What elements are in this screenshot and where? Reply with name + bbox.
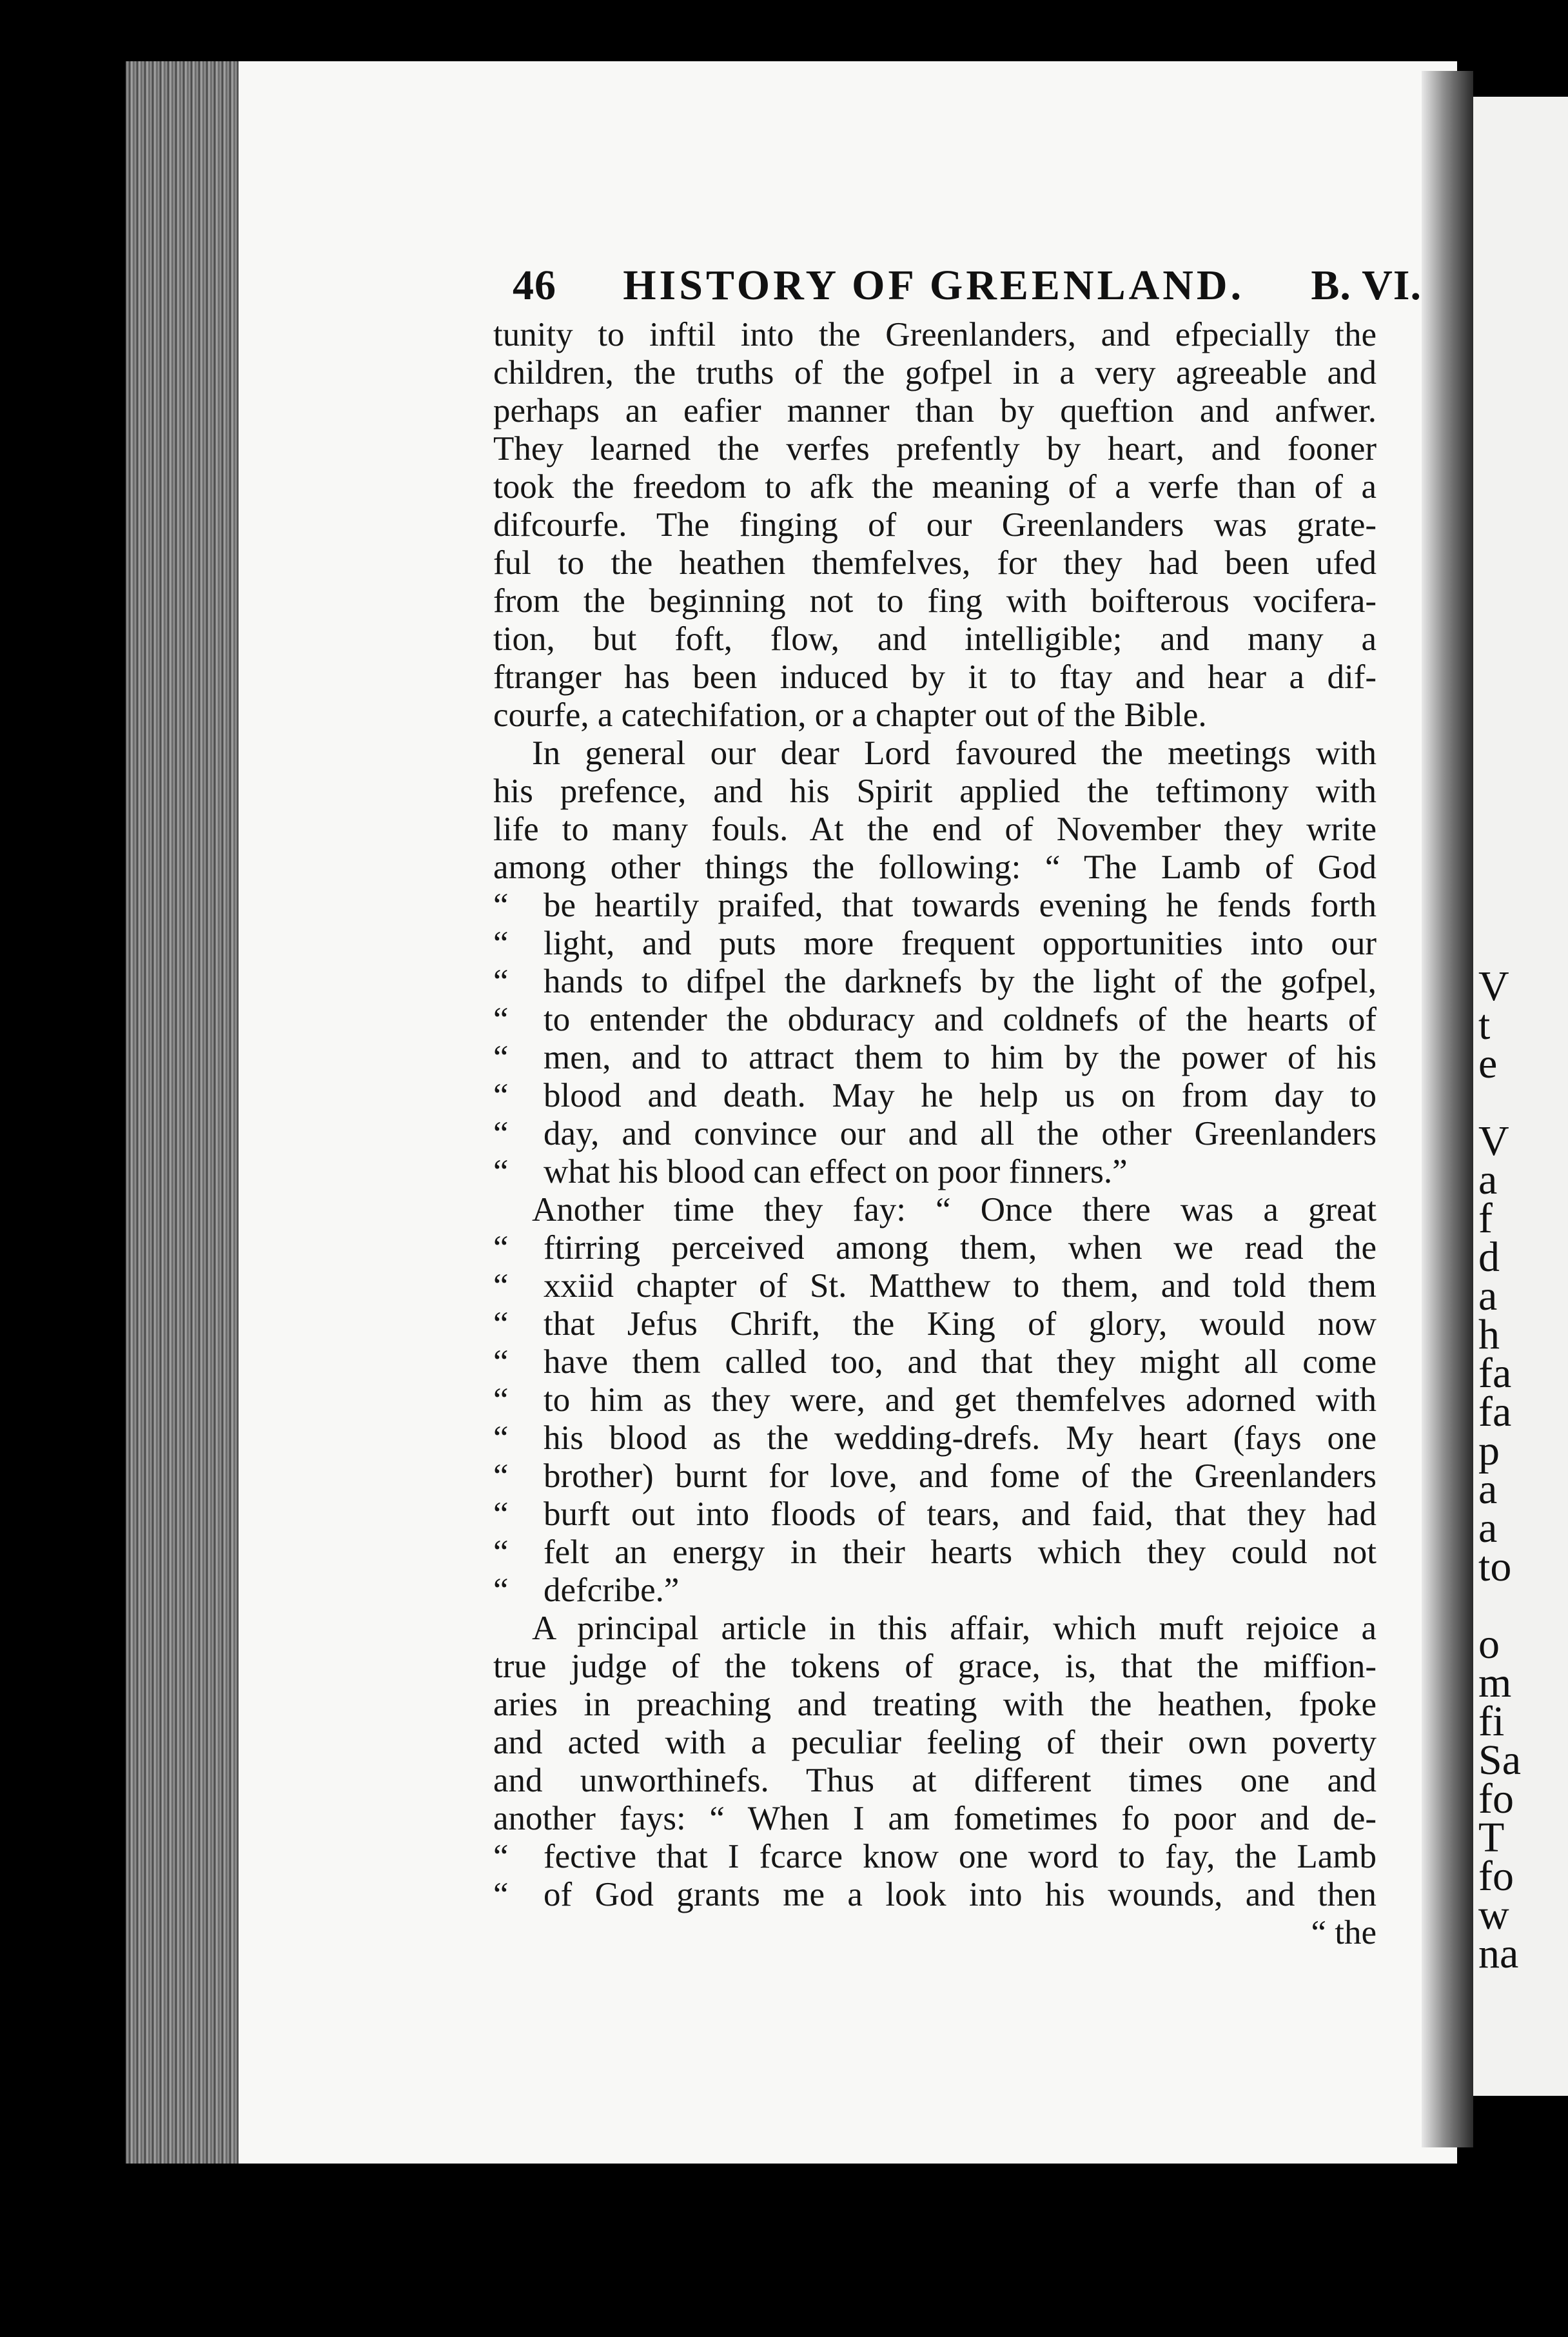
facing-page-fragment bbox=[1478, 1083, 1568, 1122]
text-line bbox=[493, 1039, 1377, 1077]
quote-mark: “ bbox=[493, 1039, 509, 1076]
quote-mark: “ bbox=[493, 1077, 509, 1114]
line-text: felt an energy in their hearts which they could not bbox=[544, 1533, 1377, 1571]
text-line bbox=[493, 430, 1377, 468]
quote-mark: “ bbox=[493, 1533, 509, 1571]
text-line bbox=[493, 696, 1377, 735]
line-text: light, and puts more frequent opportunities into our bbox=[544, 925, 1377, 962]
text-line bbox=[493, 1115, 1377, 1153]
text-line bbox=[493, 1153, 1377, 1191]
text-line bbox=[493, 1610, 1377, 1648]
line-text: to him as they were, and get themfelves adorned with bbox=[544, 1381, 1377, 1419]
line-text: another fays: “ When I am fometimes fo poor and de- bbox=[493, 1800, 1377, 1837]
text-line bbox=[493, 582, 1377, 620]
facing-page-fragment: a bbox=[1478, 1156, 1498, 1203]
facing-page-fragment: to bbox=[1478, 1543, 1512, 1590]
text-line bbox=[493, 620, 1377, 658]
text-line bbox=[493, 1001, 1377, 1039]
quote-mark: “ bbox=[493, 1229, 509, 1267]
quote-mark: “ bbox=[493, 963, 509, 1000]
quote-mark: “ bbox=[493, 1838, 509, 1875]
line-text: be heartily praifed, that towards evening he fends forth bbox=[544, 887, 1377, 924]
text-line bbox=[493, 1495, 1377, 1533]
text-line bbox=[493, 392, 1377, 430]
text-line bbox=[493, 1305, 1377, 1343]
facing-page-fragment: f bbox=[1478, 1195, 1493, 1242]
facing-page-fragment: fi bbox=[1478, 1698, 1505, 1745]
line-text: ftirring perceived among them, when we read the bbox=[544, 1229, 1377, 1267]
line-text: his prefence, and his Spirit applied the teftimony with bbox=[493, 773, 1377, 810]
line-text: burft out into floods of tears, and faid, that they had bbox=[544, 1495, 1377, 1533]
facing-page-fragment: p bbox=[1478, 1427, 1500, 1474]
facing-page-fragment: V bbox=[1478, 1118, 1509, 1165]
text-line bbox=[493, 1267, 1377, 1305]
book-title: HISTORY OF GREENLAND. bbox=[623, 262, 1245, 309]
line-text: of God grants me a look into his wounds, and then bbox=[544, 1876, 1377, 1913]
facing-page-fragment: fa bbox=[1478, 1350, 1512, 1397]
line-text: and acted with a peculiar feeling of their own poverty bbox=[493, 1724, 1377, 1761]
text-line bbox=[493, 1876, 1377, 1914]
text-line bbox=[493, 1533, 1377, 1572]
text-line bbox=[493, 1572, 1377, 1610]
quote-mark: “ bbox=[493, 1457, 509, 1495]
line-text: life to many fouls. At the end of November they write bbox=[493, 811, 1377, 848]
text-line bbox=[493, 1800, 1377, 1838]
facing-page-fragment: e bbox=[1478, 1040, 1498, 1087]
quote-mark: “ bbox=[493, 1001, 509, 1038]
line-text: fective that I fcarce know one word to fay, the Lamb bbox=[544, 1838, 1377, 1875]
line-text: have them called too, and that they might all come bbox=[544, 1343, 1377, 1381]
facing-page-fragment: t bbox=[1478, 1001, 1491, 1049]
text-line bbox=[493, 1762, 1377, 1800]
text-line bbox=[493, 316, 1377, 354]
text-line bbox=[493, 849, 1377, 887]
page-number: 46 bbox=[513, 262, 556, 309]
text-line bbox=[493, 506, 1377, 544]
text-line bbox=[493, 887, 1377, 925]
text-line bbox=[493, 773, 1377, 811]
line-text: day, and convince our and all the other Greenlanders bbox=[544, 1115, 1377, 1152]
line-text: took the freedom to afk the meaning of a verfe than of a bbox=[493, 468, 1377, 506]
text-line bbox=[493, 1229, 1377, 1267]
text-line bbox=[493, 1077, 1377, 1115]
line-text: defcribe.” bbox=[544, 1572, 680, 1609]
facing-page-text bbox=[1478, 963, 1568, 1977]
line-text: men, and to attract them to him by the power of his bbox=[544, 1039, 1377, 1076]
text-line bbox=[493, 811, 1377, 849]
quote-mark: “ bbox=[493, 1381, 509, 1419]
text-line bbox=[493, 544, 1377, 582]
running-head bbox=[513, 261, 1422, 319]
text-line bbox=[493, 963, 1377, 1001]
line-text: They learned the verfes prefently by heart, and fooner bbox=[493, 430, 1377, 468]
line-text: “ the bbox=[1311, 1914, 1377, 1951]
text-line bbox=[493, 735, 1377, 773]
quote-mark: “ bbox=[493, 1153, 509, 1190]
text-line bbox=[493, 1457, 1377, 1495]
quote-mark: “ bbox=[493, 887, 509, 924]
facing-page-fragment: V bbox=[1478, 963, 1509, 1010]
quote-mark: “ bbox=[493, 1343, 509, 1381]
gutter-shadow bbox=[1422, 71, 1473, 2147]
line-text: to entender the obduracy and coldnefs of the hearts of bbox=[544, 1001, 1377, 1038]
line-text: that Jefus Chrift, the King of glory, would now bbox=[544, 1305, 1377, 1343]
line-text: hands to difpel the darknefs by the light of the gofpel, bbox=[544, 963, 1377, 1000]
text-line bbox=[493, 1343, 1377, 1381]
facing-page-fragment: fo bbox=[1478, 1853, 1514, 1900]
facing-page bbox=[1473, 97, 1568, 2096]
quote-mark: “ bbox=[493, 1305, 509, 1343]
line-text: ftranger has been induced by it to ftay and hear a dif- bbox=[493, 658, 1377, 696]
facing-page-fragment: fa bbox=[1478, 1388, 1512, 1435]
line-text: xxiid chapter of St. Matthew to them, and told them bbox=[544, 1267, 1377, 1305]
text-line bbox=[493, 354, 1377, 392]
quote-mark: “ bbox=[493, 1495, 509, 1533]
line-text: among other things the following: “ The Lamb of God bbox=[493, 849, 1377, 886]
line-text: tion, but foft, flow, and intelligible; and many a bbox=[493, 620, 1377, 658]
text-line bbox=[493, 1381, 1377, 1419]
line-text: what his blood can effect on poor finners.” bbox=[544, 1153, 1128, 1190]
line-text: children, the truths of the gofpel in a very agreeable and bbox=[493, 354, 1377, 391]
facing-page-fragment: na bbox=[1478, 1930, 1519, 1977]
facing-page-fragment: m bbox=[1478, 1659, 1512, 1706]
facing-page-fragment: Sa bbox=[1478, 1737, 1521, 1784]
text-line bbox=[493, 1686, 1377, 1724]
line-text: perhaps an eafier manner than by queftion and anfwer. bbox=[493, 392, 1377, 429]
text-line bbox=[493, 1724, 1377, 1762]
facing-page-fragment: o bbox=[1478, 1621, 1500, 1668]
quote-mark: “ bbox=[493, 1419, 509, 1457]
line-text: and unworthinefs. Thus at different times one and bbox=[493, 1762, 1377, 1799]
line-text: tunity to inftil into the Greenlanders, and efpecially the bbox=[493, 316, 1377, 353]
line-text: ful to the heathen themfelves, for they had been ufed bbox=[493, 544, 1377, 582]
text-line bbox=[493, 1191, 1377, 1229]
line-text: In general our dear Lord favoured the meetings with bbox=[532, 735, 1377, 772]
text-line bbox=[493, 468, 1377, 506]
line-text: Another time they fay: “ Once there was a great bbox=[532, 1191, 1377, 1228]
book-section: B. VI. bbox=[1311, 262, 1422, 309]
facing-page-fragment bbox=[1478, 1586, 1568, 1625]
text-line bbox=[493, 1419, 1377, 1457]
line-text: A principal article in this affair, which muft rejoice a bbox=[532, 1610, 1377, 1647]
text-line bbox=[493, 658, 1377, 696]
page-stack-edge bbox=[126, 61, 255, 2164]
quote-mark: “ bbox=[493, 1572, 509, 1609]
body-text bbox=[493, 316, 1377, 1952]
facing-page-fragment: a bbox=[1478, 1466, 1498, 1513]
facing-page-fragment: T bbox=[1478, 1814, 1505, 1861]
text-line bbox=[493, 1648, 1377, 1686]
quote-mark: “ bbox=[493, 1115, 509, 1152]
catchword bbox=[493, 1914, 1377, 1952]
line-text: difcourfe. The finging of our Greenlanders was grate- bbox=[493, 506, 1377, 544]
text-line bbox=[493, 1838, 1377, 1876]
line-text: brother) burnt for love, and fome of the Greenlanders bbox=[544, 1457, 1377, 1495]
line-text: his blood as the wedding-drefs. My heart (fays one bbox=[544, 1419, 1377, 1457]
facing-page-fragment: d bbox=[1478, 1234, 1500, 1281]
line-text: from the beginning not to fing with boifterous vocifera- bbox=[493, 582, 1377, 620]
quote-mark: “ bbox=[493, 1876, 509, 1913]
quote-mark: “ bbox=[493, 1267, 509, 1305]
quote-mark: “ bbox=[493, 925, 509, 962]
line-text: aries in preaching and treating with the heathen, fpoke bbox=[493, 1686, 1377, 1723]
line-text: true judge of the tokens of grace, is, that the miffion- bbox=[493, 1648, 1377, 1685]
facing-page-fragment: w bbox=[1478, 1891, 1509, 1938]
facing-page-fragment: h bbox=[1478, 1311, 1500, 1358]
facing-page-fragment: a bbox=[1478, 1504, 1498, 1552]
facing-page-fragment: fo bbox=[1478, 1775, 1514, 1822]
line-text: courfe, a catechifation, or a chapter out of the Bible. bbox=[493, 696, 1207, 734]
facing-page-fragment: a bbox=[1478, 1272, 1498, 1319]
line-text: blood and death. May he help us on from day to bbox=[544, 1077, 1377, 1114]
text-line bbox=[493, 925, 1377, 963]
